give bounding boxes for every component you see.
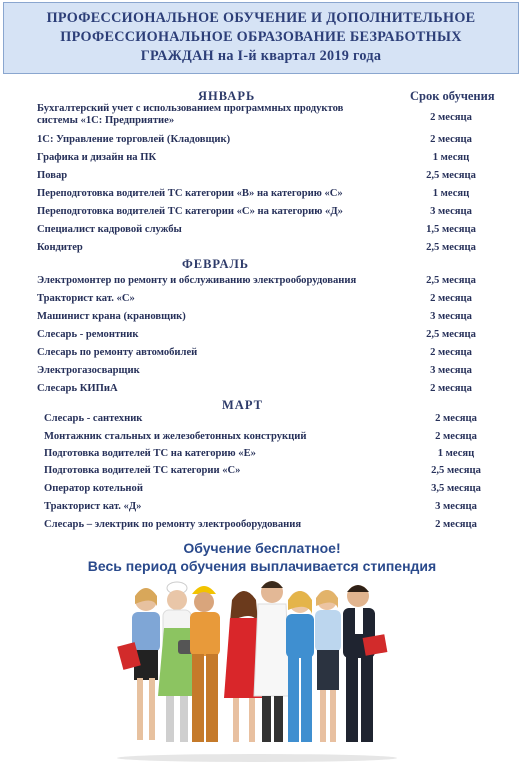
course-name: Тракторист кат. «Д» bbox=[44, 501, 142, 512]
course-duration: 2,5 месяца bbox=[426, 170, 476, 181]
course-name: Монтажник стальных и железобетонных конструкций bbox=[44, 431, 307, 442]
course-name: Графика и дизайн на ПК bbox=[37, 152, 157, 163]
course-name: Электрогазосварщик bbox=[37, 365, 140, 376]
course-duration: 2 месяца bbox=[430, 134, 472, 145]
course-duration: 2 месяца bbox=[435, 431, 477, 442]
course-duration: 2 месяца bbox=[430, 112, 472, 123]
course-duration: 1 месяц bbox=[437, 448, 475, 459]
course-duration: 3,5 месяца bbox=[431, 483, 481, 494]
course-duration: 1,5 месяца bbox=[426, 224, 476, 235]
course-name: Бухгалтерский учет с использованием программных продуктов системы «1С: Предприятие» bbox=[37, 103, 344, 126]
course-duration: 2 месяца bbox=[430, 383, 472, 394]
header-title-line-1: ПРОФЕССИОНАЛЬНОЕ ОБУЧЕНИЕ И ДОПОЛНИТЕЛЬНОЕ bbox=[46, 10, 476, 26]
header-title-line-2: ПРОФЕССИОНАЛЬНОЕ ОБРАЗОВАНИЕ БЕЗРАБОТНЫХ bbox=[60, 29, 462, 45]
month-heading-february: ФЕВРАЛЬ bbox=[182, 257, 250, 271]
course-duration: 2 месяца bbox=[430, 293, 472, 304]
course-name: Подготовка водителей ТС на категорию «Е» bbox=[44, 448, 256, 459]
course-duration: 1 месяц bbox=[432, 152, 470, 163]
duration-column-header: Срок обучения bbox=[410, 89, 495, 103]
course-name: Слесарь КИПиА bbox=[37, 383, 118, 394]
header-title-line-3: ГРАЖДАН на I-й квартал 2019 года bbox=[140, 48, 382, 64]
document-header bbox=[3, 2, 519, 74]
course-duration: 3 месяца bbox=[435, 501, 477, 512]
month-heading-january: ЯНВАРЬ bbox=[198, 89, 256, 103]
course-name: Подготовка водителей ТС категории «С» bbox=[44, 465, 241, 476]
workers-group-illustration bbox=[112, 578, 402, 763]
course-name: Специалист кадровой службы bbox=[37, 224, 182, 235]
course-duration: 3 месяца bbox=[430, 311, 472, 322]
course-name: Слесарь по ремонту автомобилей bbox=[37, 347, 198, 358]
course-name: Переподготовка водителей ТС категории «В» на категорию «С» bbox=[37, 188, 343, 199]
course-duration: 2,5 месяца bbox=[426, 242, 476, 253]
course-name: Кондитер bbox=[37, 242, 83, 253]
course-name: Тракторист кат. «С» bbox=[37, 293, 135, 304]
course-duration: 2 месяца bbox=[435, 519, 477, 530]
course-name: Слесарь - ремонтник bbox=[37, 329, 139, 340]
course-duration: 3 месяца bbox=[430, 206, 472, 217]
free-training-notice: Обучение бесплатное! bbox=[183, 540, 341, 556]
course-duration: 2 месяца bbox=[435, 413, 477, 424]
course-name: Переподготовка водителей ТС категории «С» на категорию «Д» bbox=[37, 206, 343, 217]
course-name: Оператор котельной bbox=[44, 483, 143, 494]
course-name: Слесарь - сантехник bbox=[44, 413, 143, 424]
course-name: Слесарь – электрик по ремонту электрооборудования bbox=[44, 519, 302, 530]
course-name: Машинист крана (крановщик) bbox=[37, 311, 186, 322]
course-name: Повар bbox=[37, 170, 68, 181]
course-duration: 2,5 месяца bbox=[426, 329, 476, 340]
course-name: 1С: Управление торговлей (Кладовщик) bbox=[37, 134, 231, 145]
course-duration: 1 месяц bbox=[432, 188, 470, 199]
course-duration: 2,5 месяца bbox=[431, 465, 481, 476]
course-duration: 2 месяца bbox=[430, 347, 472, 358]
course-duration: 2,5 месяца bbox=[426, 275, 476, 286]
month-heading-march: МАРТ bbox=[222, 398, 263, 412]
stipend-notice: Весь период обучения выплачивается стипендия bbox=[87, 558, 437, 574]
course-duration: 3 месяца bbox=[430, 365, 472, 376]
course-name: Электромонтер по ремонту и обслуживанию электрооборудования bbox=[37, 275, 357, 286]
